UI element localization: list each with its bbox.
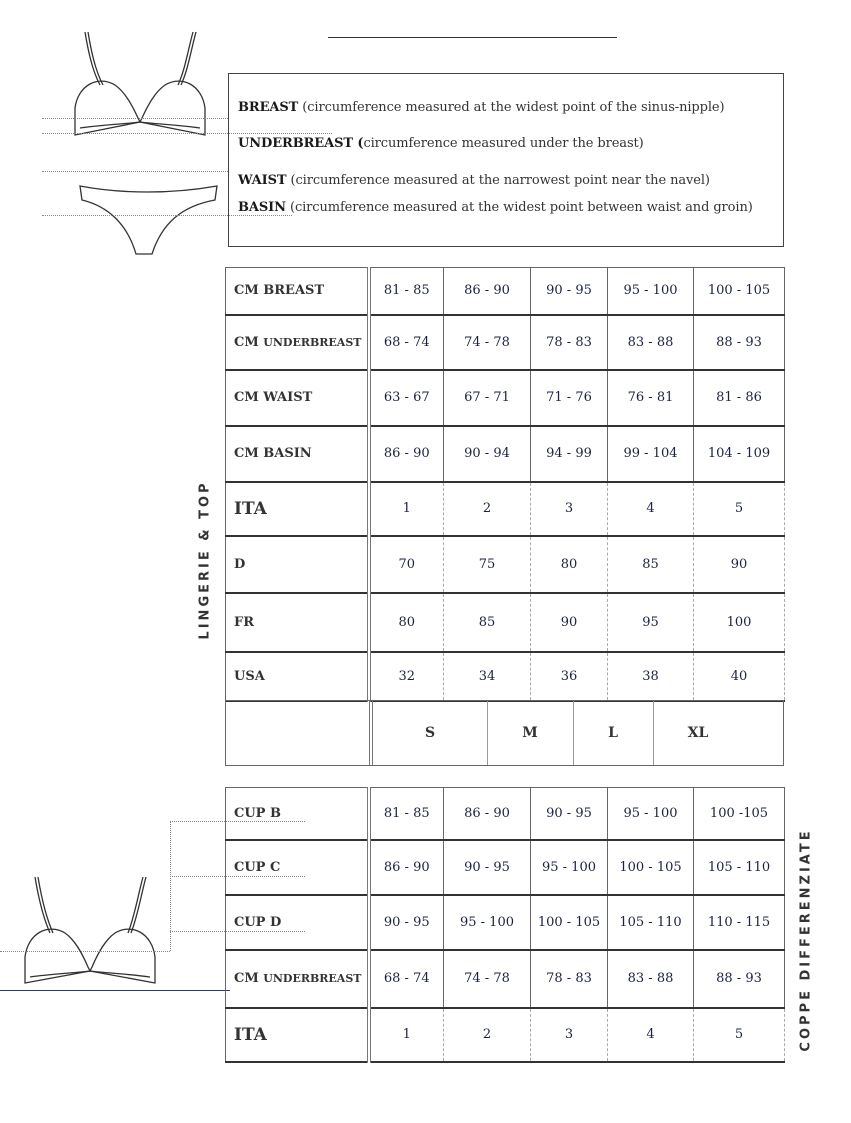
cups-section-label: COPPE DIFFERENZIATE: [798, 828, 814, 1052]
table-cell: 110 - 115: [694, 895, 785, 950]
table-cell: 76 - 81: [608, 370, 694, 426]
table-cell: 105 - 110: [694, 840, 785, 895]
table-row: [226, 370, 785, 426]
row-label: CUP C: [226, 840, 369, 895]
table-cell: 95: [608, 593, 694, 652]
table-row: [226, 840, 785, 895]
table-cell: 3: [531, 482, 608, 536]
row-label: FR: [226, 593, 369, 652]
table-cell: 78 - 83: [531, 950, 608, 1008]
table-cell: 100 - 105: [531, 895, 608, 950]
lingerie-section-label: LINGERIE & TOP: [197, 480, 213, 640]
row-label: CM UNDERBREAST: [226, 950, 369, 1008]
table-cell: 81 - 85: [369, 268, 444, 315]
table-row: [226, 895, 785, 950]
table-cell: 86 - 90: [369, 840, 444, 895]
cup-size-table: [225, 787, 785, 1063]
row-label: ITA: [226, 1008, 369, 1062]
table-cell: 5: [694, 482, 785, 536]
table-row: [226, 593, 785, 652]
size-s: S: [424, 725, 436, 741]
table-cell: 4: [608, 1008, 694, 1062]
table-cell: 100 - 105: [694, 268, 785, 315]
table-row: [226, 652, 785, 701]
table-row: [226, 482, 785, 536]
row-label: ITA: [226, 482, 369, 536]
measurement-legend: [228, 73, 784, 247]
table-cell: 86 - 90: [444, 268, 531, 315]
row-label: CM BREAST: [226, 268, 369, 315]
table-cell: 88 - 93: [694, 315, 785, 370]
legend-underbreast: UNDERBREAST (circumference measured under the breast): [238, 136, 644, 151]
row-label: CM UNDERBREAST: [226, 315, 369, 370]
table-cell: 95 - 100: [444, 895, 531, 950]
table-cell: 85: [444, 593, 531, 652]
table-cell: 81 - 86: [694, 370, 785, 426]
table-cell: 90 - 95: [369, 895, 444, 950]
size-m: M: [522, 725, 538, 741]
table-cell: 90 - 95: [531, 788, 608, 840]
table-cell: 100: [694, 593, 785, 652]
table-row: [226, 426, 785, 482]
size-l: L: [608, 725, 618, 741]
table-cell: 105 - 110: [608, 895, 694, 950]
table-cell: 63 - 67: [369, 370, 444, 426]
table-cell: 99 - 104: [608, 426, 694, 482]
row-label: D: [226, 536, 369, 593]
table-cell: 67 - 71: [444, 370, 531, 426]
size-xl: XL: [687, 725, 709, 741]
size-letters-cells: [369, 701, 783, 765]
table-cell: 78 - 83: [531, 315, 608, 370]
table-cell: 68 - 74: [369, 950, 444, 1008]
table-cell: 38: [608, 652, 694, 701]
table-cell: 1: [369, 482, 444, 536]
legend-basin: BASIN (circumference measured at the widest point between waist and groin): [238, 200, 753, 215]
table-row: [226, 536, 785, 593]
table-row: [226, 950, 785, 1008]
table-cell: 4: [608, 482, 694, 536]
table-row: [226, 315, 785, 370]
table-cell: 95 - 100: [531, 840, 608, 895]
table-cell: 95 - 100: [608, 788, 694, 840]
legend-breast: BREAST (circumference measured at the widest point of the sinus-nipple): [238, 100, 725, 115]
table-cell: 40: [694, 652, 785, 701]
table-cell: 2: [444, 482, 531, 536]
brief-illustration-icon: [72, 178, 222, 260]
table-cell: 100 - 105: [608, 840, 694, 895]
leader-line: [0, 951, 170, 952]
table-cell: 80: [531, 536, 608, 593]
table-cell: 88 - 93: [694, 950, 785, 1008]
table-cell: 5: [694, 1008, 785, 1062]
table-cell: 81 - 85: [369, 788, 444, 840]
table-cell: 74 - 78: [444, 315, 531, 370]
table-cell: 70: [369, 536, 444, 593]
legend-waist: WAIST (circumference measured at the narrowest point near the navel): [238, 173, 710, 188]
bra-illustration-icon: [70, 30, 220, 140]
table-cell: 34: [444, 652, 531, 701]
row-label: CUP D: [226, 895, 369, 950]
table-cell: 90: [531, 593, 608, 652]
table-cell: 95 - 100: [608, 268, 694, 315]
table-cell: 1: [369, 1008, 444, 1062]
row-label: USA: [226, 652, 369, 701]
bra-cup-illustration-icon: [20, 875, 165, 990]
table-cell: 36: [531, 652, 608, 701]
table-row: [226, 268, 785, 315]
table-cell: 68 - 74: [369, 315, 444, 370]
table-cell: 83 - 88: [608, 950, 694, 1008]
leader-line: [42, 118, 228, 119]
row-label: CUP B: [226, 788, 369, 840]
table-cell: 80: [369, 593, 444, 652]
table-cell: 94 - 99: [531, 426, 608, 482]
row-label: CM BASIN: [226, 426, 369, 482]
table-row: [226, 788, 785, 840]
table-cell: 90 - 95: [531, 268, 608, 315]
table-cell: 75: [444, 536, 531, 593]
table-row: [226, 1008, 785, 1062]
underbreast-line: [0, 990, 230, 991]
table-cell: 86 - 90: [444, 788, 531, 840]
table-cell: 85: [608, 536, 694, 593]
header-rule: [328, 37, 617, 38]
table-cell: 90 - 95: [444, 840, 531, 895]
leader-line: [42, 171, 228, 172]
row-label: CM WAIST: [226, 370, 369, 426]
table-cell: 74 - 78: [444, 950, 531, 1008]
table-cell: 104 - 109: [694, 426, 785, 482]
table-cell: 32: [369, 652, 444, 701]
table-cell: 2: [444, 1008, 531, 1062]
table-cell: 83 - 88: [608, 315, 694, 370]
table-cell: 100 -105: [694, 788, 785, 840]
table-cell: 90: [694, 536, 785, 593]
size-letters-row: [225, 700, 784, 766]
lingerie-size-table: [225, 267, 785, 702]
table-cell: 86 - 90: [369, 426, 444, 482]
table-cell: 71 - 76: [531, 370, 608, 426]
leader-line: [170, 821, 171, 951]
table-cell: 3: [531, 1008, 608, 1062]
table-cell: 90 - 94: [444, 426, 531, 482]
